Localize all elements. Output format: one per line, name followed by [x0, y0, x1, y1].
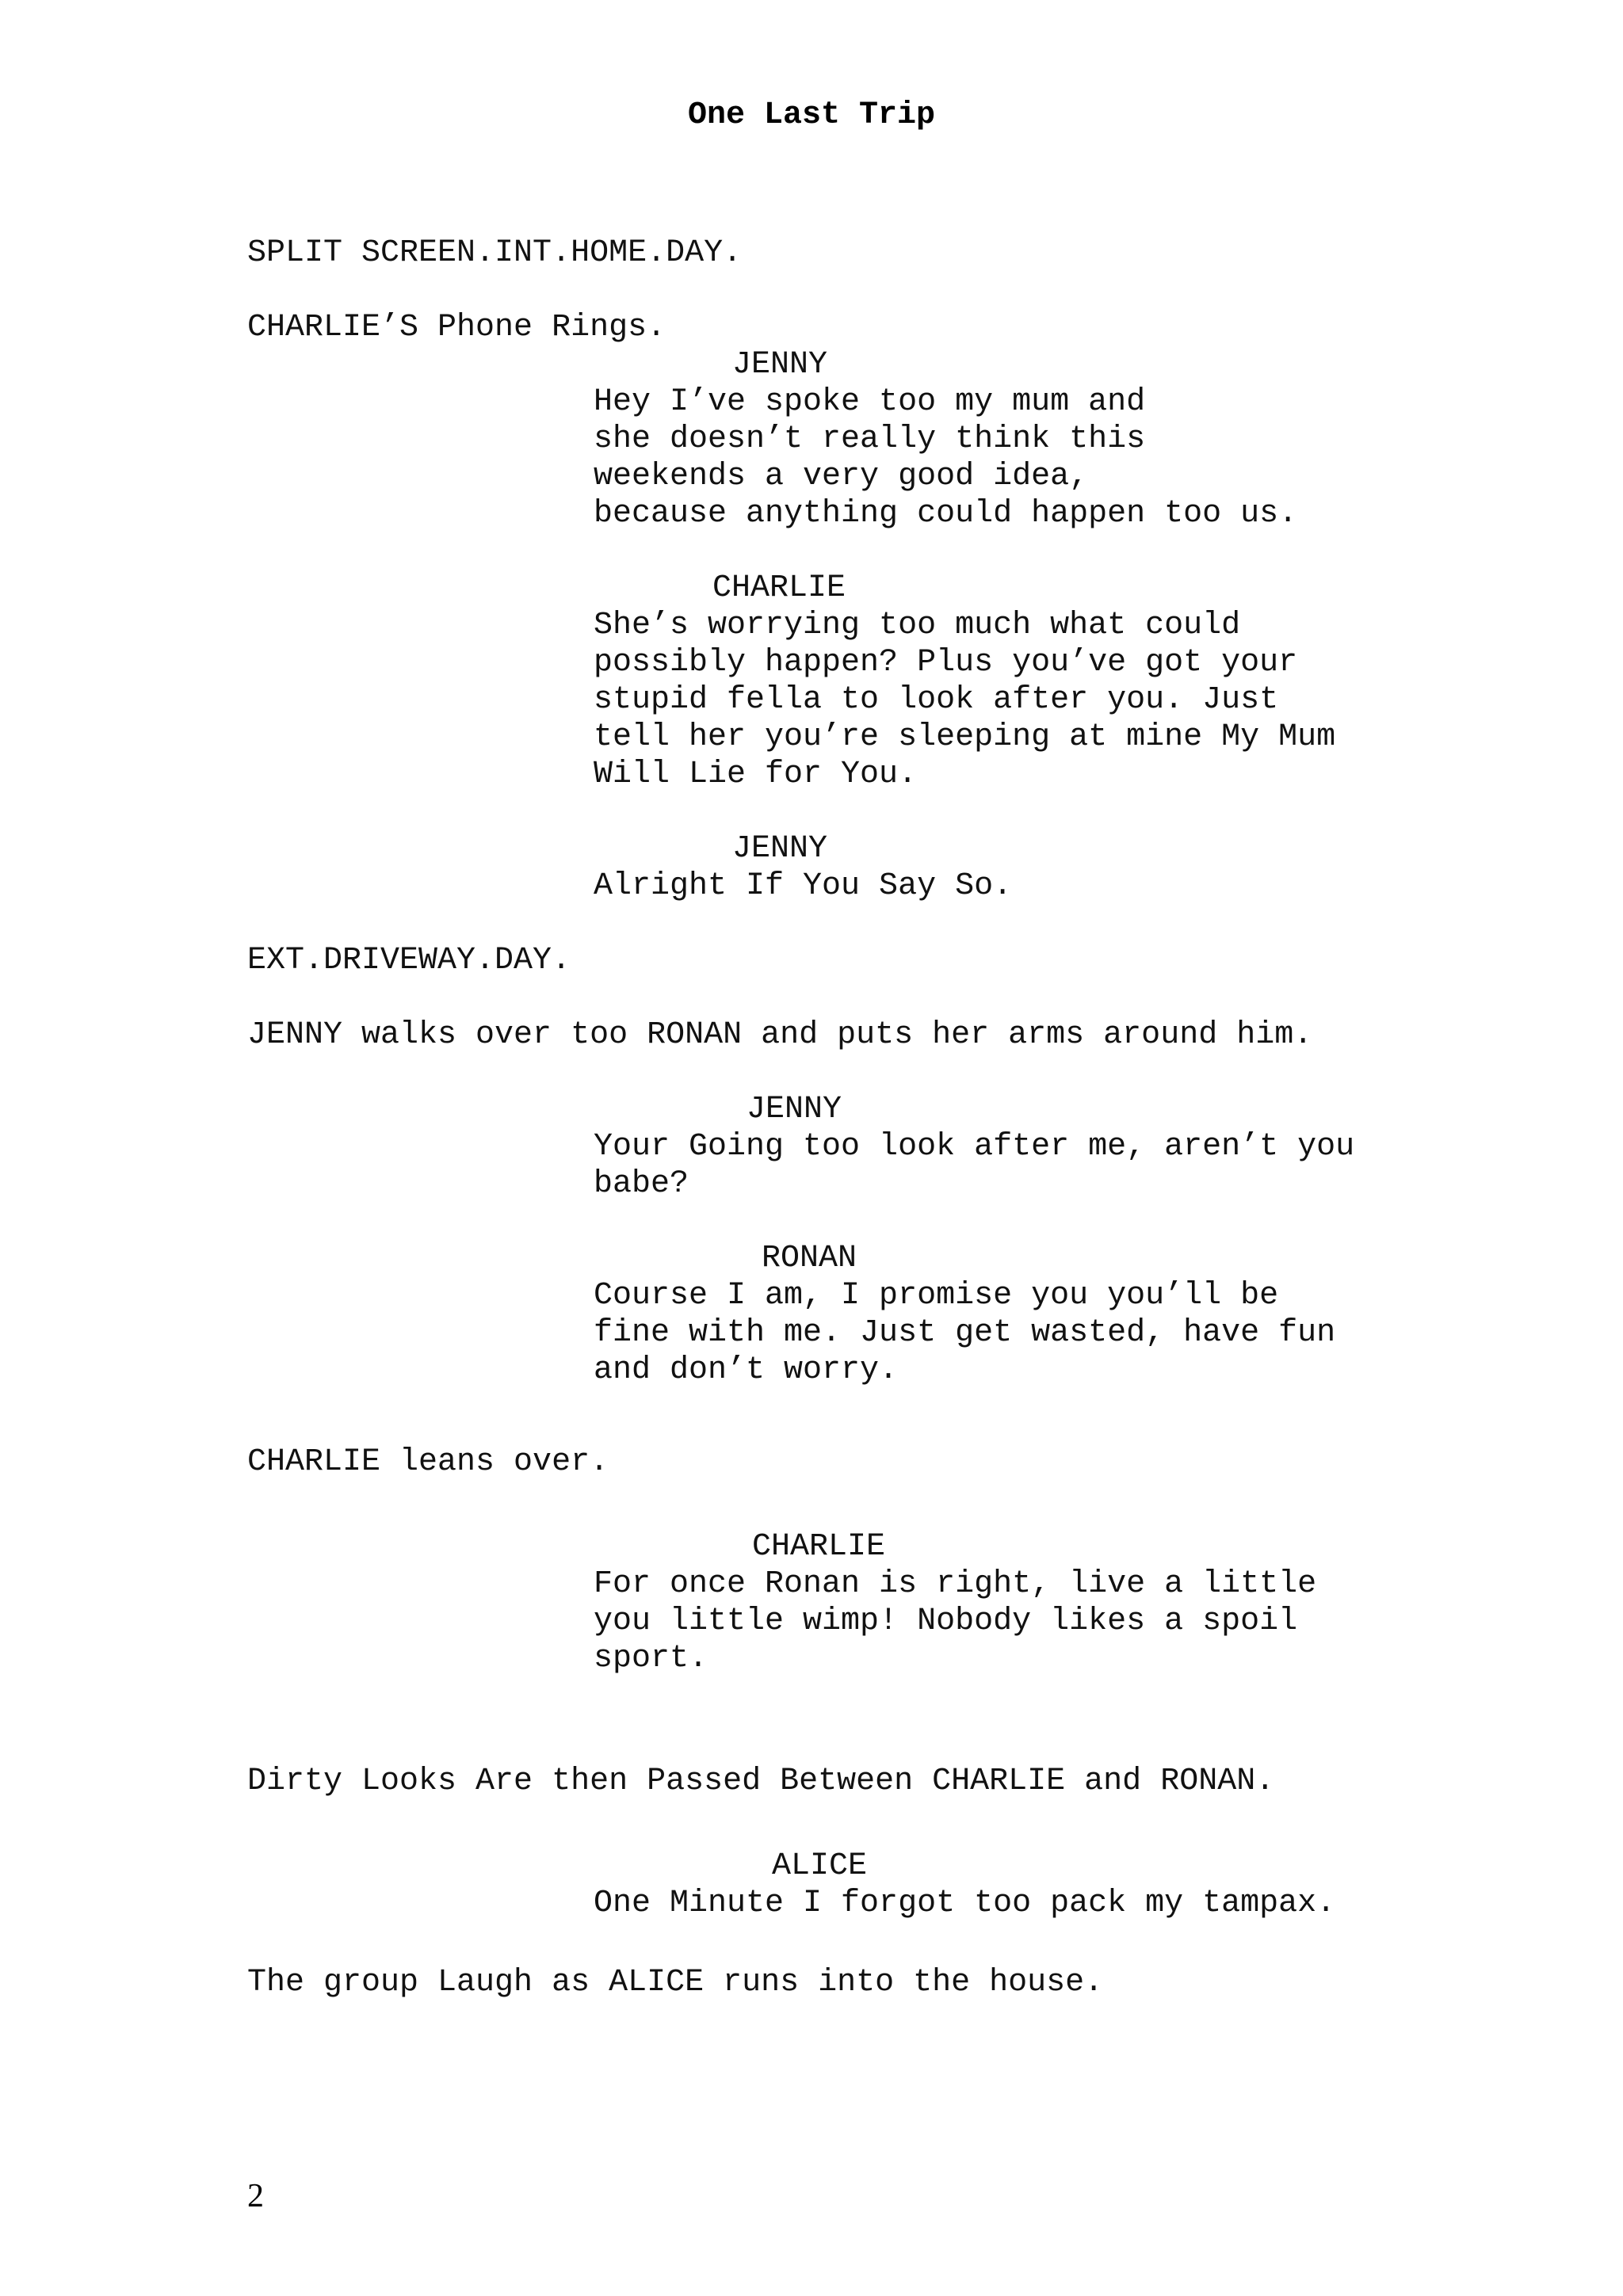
dialogue-line: and don’t worry.: [594, 1352, 899, 1388]
dialogue-line: She’s worrying too much what could: [594, 608, 1241, 643]
dialogue-line: For once Ronan is right, live a little: [594, 1566, 1317, 1602]
action-line: CHARLIE leans over.: [247, 1444, 609, 1480]
action-line: Dirty Looks Are then Passed Between CHARLIE and RONAN.: [247, 1764, 1275, 1799]
dialogue-line: Hey I’ve spoke too my mum and: [594, 384, 1146, 420]
dialogue-line: Will Lie for You.: [594, 757, 918, 792]
dialogue-line: sport.: [594, 1641, 708, 1676]
dialogue-line: because anything could happen too us.: [594, 496, 1298, 532]
dialogue-line: babe?: [594, 1166, 689, 1202]
dialogue-line: stupid fella to look after you. Just: [594, 682, 1279, 718]
character-name: JENNY: [732, 347, 828, 383]
character-name: JENNY: [747, 1092, 842, 1127]
action-line: JENNY walks over too RONAN and puts her arms around him.: [247, 1017, 1313, 1053]
dialogue-line: you little wimp! Nobody likes a spoil: [594, 1604, 1298, 1639]
scene-heading: SPLIT SCREEN.INT.HOME.DAY.: [247, 235, 743, 271]
dialogue-line: Your Going too look after me, aren’t you: [594, 1129, 1355, 1165]
character-name: ALICE: [772, 1848, 868, 1884]
page-number: 2: [247, 2178, 264, 2214]
dialogue-line: One Minute I forgot too pack my tampax.: [594, 1886, 1336, 1921]
dialogue-line: weekends a very good idea,: [594, 459, 1089, 494]
dialogue-line: Alright If You Say So.: [594, 868, 1013, 904]
dialogue-line: Course I am, I promise you you’ll be: [594, 1278, 1279, 1314]
dialogue-line: fine with me. Just get wasted, have fun: [594, 1315, 1336, 1351]
character-name: CHARLIE: [712, 570, 846, 606]
scene-heading: EXT.DRIVEWAY.DAY.: [247, 943, 571, 978]
dialogue-line: she doesn’t really think this: [594, 421, 1146, 457]
dialogue-line: possibly happen? Plus you’ve got your: [594, 645, 1298, 681]
action-line: CHARLIE’S Phone Rings.: [247, 310, 666, 345]
dialogue-line: tell her you’re sleeping at mine My Mum: [594, 719, 1336, 755]
character-name: CHARLIE: [752, 1529, 886, 1565]
action-line: The group Laugh as ALICE runs into the house.: [247, 1965, 1104, 2000]
character-name: RONAN: [762, 1241, 857, 1276]
script-title: One Last Trip: [687, 97, 936, 133]
character-name: JENNY: [732, 831, 828, 867]
